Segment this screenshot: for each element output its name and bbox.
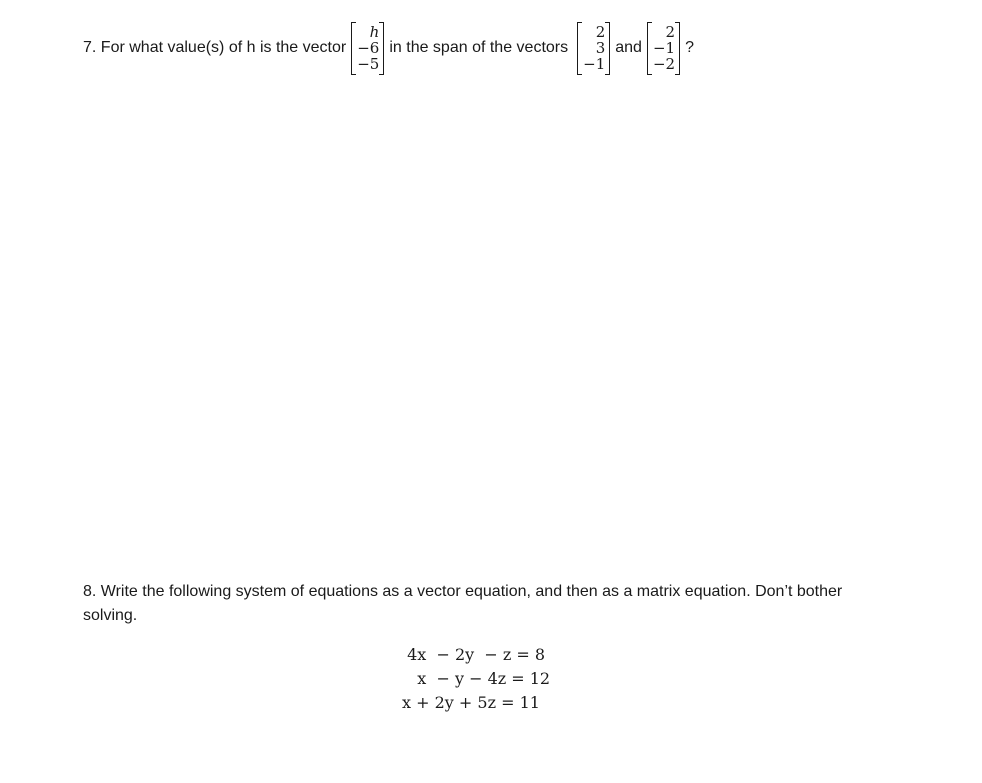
equation-system [402, 643, 550, 715]
vector-v-entry-2: −6 [357, 38, 380, 57]
vector-v [351, 20, 384, 77]
q7-text-and: and [615, 39, 642, 56]
vector-a-entry-2: 3 [595, 38, 606, 57]
vector-v-entry-1: h [369, 22, 380, 41]
q7-text-before: 7. For what value(s) of h is the vector [83, 39, 347, 56]
question-7 [83, 18, 694, 78]
q7-text-end: ? [685, 39, 694, 56]
vector-a-entry-1: 2 [595, 22, 606, 41]
vector-b-entry-3: −2 [652, 54, 676, 73]
vector-a [577, 20, 610, 77]
equation-1: 4x − 2y − z = 8 [402, 645, 546, 664]
vector-b-entry-1: 2 [665, 22, 676, 41]
vector-v-entry-3: −5 [357, 54, 380, 73]
q7-text-middle: in the span of the vectors [389, 39, 569, 56]
equation-3: x + 2y + 5z = 11 [402, 693, 540, 712]
vector-b [647, 20, 680, 77]
question-8: 8. Write the following system of equations as a vector equation, and then as a matrix equation. Don’t bother solving. [83, 583, 843, 624]
equation-2: x − y − 4z = 12 [402, 669, 551, 688]
vector-b-entry-2: −1 [652, 38, 676, 57]
vector-a-entry-3: −1 [583, 54, 606, 73]
